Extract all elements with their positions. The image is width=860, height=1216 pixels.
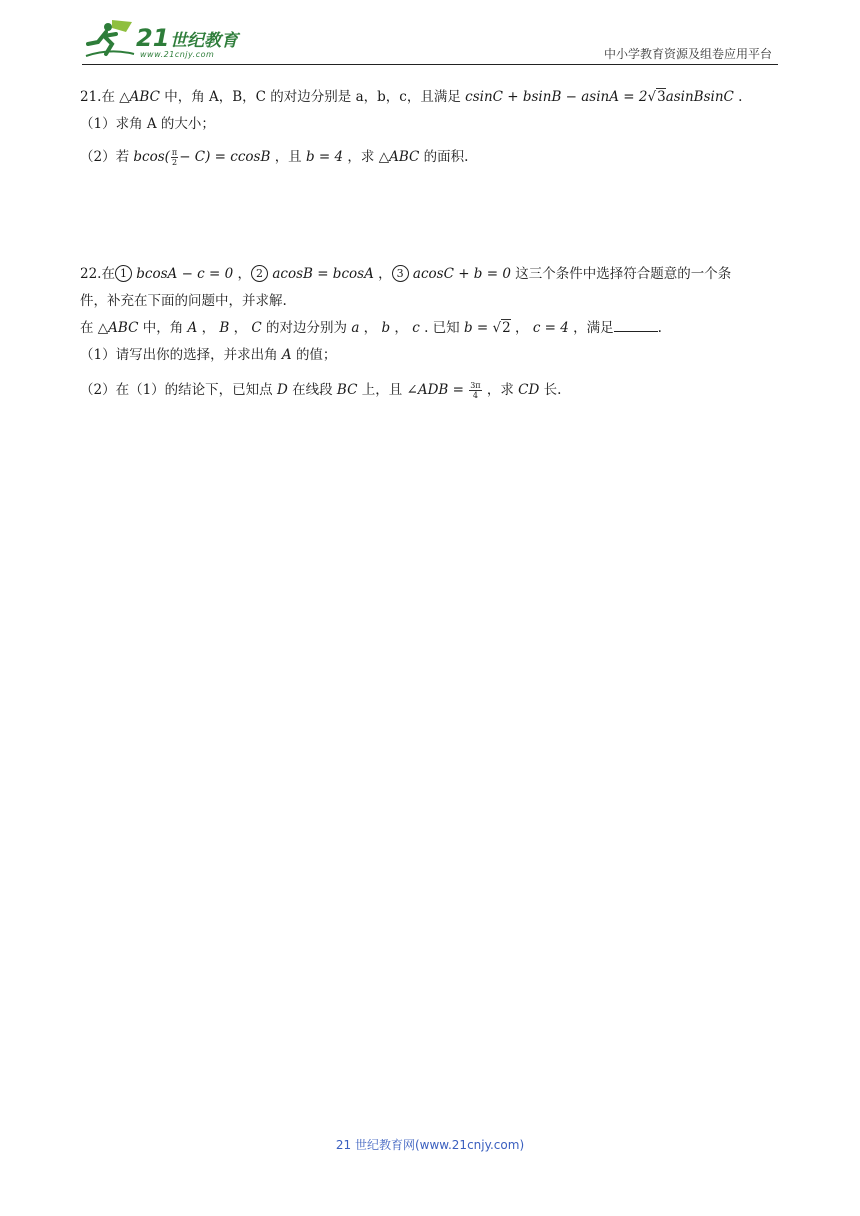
q21-formula: bcos( [133, 149, 170, 165]
q22-var: BC [336, 382, 358, 398]
q21-sqrt: 3 [657, 89, 666, 105]
q22-condition-3: acosC + b = 0 [412, 266, 511, 282]
q22-var: a [351, 320, 360, 336]
q22-part2 [80, 377, 780, 404]
q21-stem: 21.在 △ABC 中，角 A，B，C 的对边分别是 a，b，c，且满足 csinC + bsinB − asinA = 2√3asinBsinC . [80, 89, 743, 105]
q22-formula: b = [463, 320, 493, 336]
q22-text: 这三个条件中选择符合题意的一个条 [515, 266, 732, 282]
q21-text: . [738, 89, 743, 105]
q22-part1 [80, 342, 780, 369]
q22-text: . 已知 [424, 320, 460, 336]
q22-formula: ∠ADB = [406, 382, 469, 398]
q22-text: 中，角 [142, 320, 184, 336]
q22-condition-1: bcosA − c = 0 [136, 266, 234, 282]
q22-text: （2）在（1）的结论下，已知点 [80, 382, 273, 398]
q22-text: ， [237, 266, 252, 282]
q21-text: ，且 [274, 149, 302, 165]
q21-formula: csinC + bsinB − asinA = 2 [465, 89, 648, 105]
runner-logo-icon [82, 18, 138, 62]
question-content [80, 84, 780, 404]
q22-text: 在线段 [292, 382, 333, 398]
q21-text: ，求 [347, 149, 375, 165]
q22-text: 的值； [295, 347, 337, 363]
q22-text: 的对边分别为 [266, 320, 348, 336]
q21-text: 中，角 A，B，C 的对边分别是 a，b，c，且满足 [164, 89, 461, 105]
q22-text: ， [378, 266, 392, 282]
page-header [82, 14, 778, 65]
q22-text: 在 [80, 320, 94, 336]
q22-var: C [251, 320, 262, 336]
q22-triangle: △ABC [97, 320, 139, 336]
page-footer[interactable]: 21 世纪教育网(www.21cnjy.com) [335, 1138, 525, 1152]
q22-sqrt: 2 [502, 320, 511, 336]
q21-text: 在 [101, 89, 115, 105]
q22-var: A [187, 320, 198, 336]
q22-text: ，求 [486, 382, 514, 398]
logo-url: www.21cnjy.com [140, 50, 215, 59]
q22-fraction: $\frac{3\pi}{4}$ [470, 381, 481, 400]
q22-stem-line3: 在 △ABC 中，角 A ， B ， C 的对边分别为 a ， b ， c . 已知 b = √2 ， c = 4 ，满足 . [80, 315, 780, 342]
q22-var: B [219, 320, 230, 336]
q22-var: CD [518, 382, 540, 398]
q22-text: （1）请写出你的选择，并求出角 [80, 347, 278, 363]
q22-text: 上，且 [361, 382, 403, 398]
logo-name: 世纪教育 [170, 31, 238, 51]
q21-part2 [80, 144, 780, 171]
q22-var: b [381, 320, 391, 336]
logo [82, 18, 252, 64]
q21-text: 的面积. [423, 149, 469, 165]
option-2-marker: 2 [251, 265, 268, 282]
q22-number: 22. [80, 266, 102, 282]
q21-part1: （1）求角 A 的大小； [80, 116, 215, 132]
q21-triangle: △ABC [119, 89, 160, 105]
logo-number: 21 [136, 24, 170, 52]
q22-var: D [276, 382, 288, 398]
q22-text: ，满足 [573, 320, 614, 336]
q22-condition-2: acosB = bcosA [272, 266, 374, 282]
q21-number: 21. [80, 89, 102, 105]
q22-var: c [412, 320, 420, 336]
q21-formula: − C) = ccosB [179, 149, 271, 165]
option-1-marker: 1 [115, 265, 132, 282]
answer-blank [614, 317, 658, 332]
q21-formula: asinBsinC [665, 89, 734, 105]
option-3-marker: 3 [392, 265, 409, 282]
q22-text: . [657, 320, 662, 336]
q22-stem-line2: 件，补充在下面的问题中，并求解. [80, 293, 287, 309]
q21-fraction: $\frac{\pi}{2}$ [171, 148, 178, 167]
q22-text: 长. [543, 382, 562, 398]
q21-formula: b = 4 [305, 149, 344, 165]
header-platform-title: 中小学教育资源及组卷应用平台 [603, 47, 772, 61]
q22-text: 在 [101, 266, 115, 282]
q22-formula: c = 4 [532, 320, 569, 336]
q21-text: （2）若 [80, 149, 130, 165]
q22-var: A [281, 347, 292, 363]
q21-triangle: △ABC [378, 149, 420, 165]
q22-stem [80, 261, 780, 288]
